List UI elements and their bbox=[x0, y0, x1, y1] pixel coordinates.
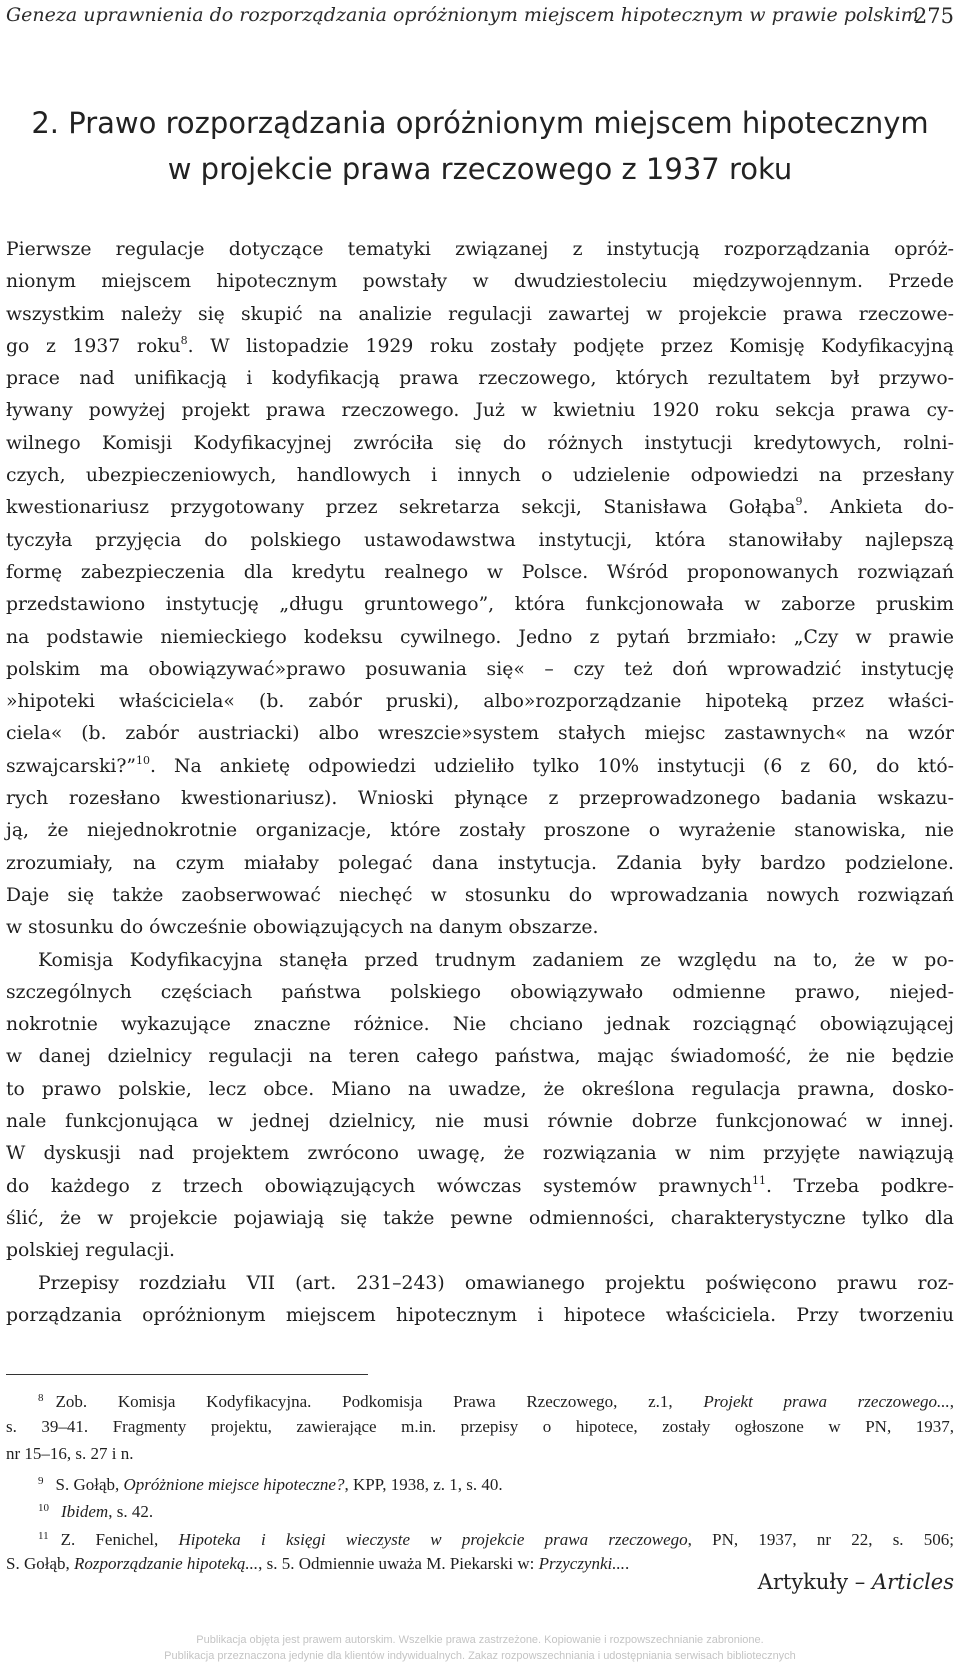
body-line: w danej dzielnicy regulacji na teren całego państwa, mając świadomość, że nie będzie bbox=[6, 1046, 954, 1068]
footnote-title: Ibidem bbox=[61, 1502, 109, 1521]
body-line: ślić, że w projekcie pojawiają się także pewne odmienności, charakterystyczne tylko dla bbox=[6, 1207, 954, 1229]
body-line: to prawo polskie, lecz obce. Miano na uwadze, że określona regulacja prawna, dosko- bbox=[6, 1078, 954, 1100]
footnote-ref-8[interactable]: 8 bbox=[180, 333, 188, 347]
body-line: polskiej regulacji. bbox=[6, 1240, 176, 1262]
body-line: na podstawie niemieckiego kodeksu cywilnego. Jedno z pytań brzmiało: „Czy w prawie bbox=[6, 626, 954, 648]
footnote-text: , KPP, 1938, z. 1, s. 40. bbox=[344, 1474, 503, 1494]
footnote-8 bbox=[6, 1385, 954, 1413]
section-title bbox=[0, 100, 960, 192]
body-text-run: . Na ankietę odpowiedzi udzieliło tylko 10% instytucji (6 z 60, do któ- bbox=[150, 755, 954, 777]
running-header bbox=[6, 4, 954, 30]
body-text-run: kwestionariusz przygotowany przez sekretarza sekcji, Stanisława Gołąba bbox=[6, 497, 796, 519]
footnote-ref-10[interactable]: 10 bbox=[136, 753, 151, 767]
body-text-run: go z 1937 roku bbox=[6, 335, 181, 357]
footnote-title: Przyczynki... bbox=[538, 1554, 625, 1573]
footnote-9 bbox=[6, 1468, 954, 1496]
footnote-title: Rozporządzanie hipoteką... bbox=[74, 1554, 259, 1573]
footnote-number: 9 bbox=[38, 1474, 44, 1487]
footnote-text: , s. 5. Odmiennie uważa M. Piekarski w: bbox=[258, 1554, 539, 1573]
page-number: 275 bbox=[913, 4, 954, 28]
body-line: nokrotnie wykazujące znaczne różnice. Nie chciano jednak rozciągnąć obowiązującej bbox=[6, 1014, 954, 1036]
footnote-10 bbox=[6, 1495, 954, 1523]
footnote-text: S. Gołąb, bbox=[6, 1554, 74, 1573]
body-text-run: do każdego z trzech obowiązujących wówczas systemów prawnych bbox=[6, 1175, 752, 1197]
body-text-run: szwajcarski?” bbox=[6, 755, 137, 777]
footnotes bbox=[6, 1385, 954, 1578]
body-line: nionym miejscem hipotecznym powstały w dwudziestoleciu międzywojennym. Przede bbox=[6, 271, 954, 293]
body-text-run: . W listopadzie 1929 roku zostały podjęte przez Komisję Kodyfikacyjną bbox=[187, 335, 954, 357]
footnote-ref-11[interactable]: 11 bbox=[751, 1173, 766, 1187]
copyright-line: Publikacja przeznaczona jedynie dla klientów indywidualnych. Zakaz rozpowszechniania i udostępniania serwisach bibliotecznych bbox=[164, 1650, 796, 1662]
section-title-line: 2. Prawo rozporządzania opróżnionym miejscem hipotecznym bbox=[31, 106, 929, 140]
footnote-number: 11 bbox=[38, 1529, 49, 1542]
section-title-line: w projekcie prawa rzeczowego z 1937 roku bbox=[167, 152, 793, 186]
body-text-run: . Ankieta do- bbox=[802, 497, 954, 519]
footnote-text: S. Gołąb, bbox=[55, 1474, 124, 1494]
body-line: szczególnych częściach państwa polskiego obowiązywało odmienne prawo, niejed- bbox=[6, 981, 954, 1003]
body-line: w stosunku do ówcześnie obowiązujących na danym obszarze. bbox=[6, 917, 599, 939]
section-tag-en: Articles bbox=[871, 1570, 954, 1594]
body-line: zrozumiały, na czym miałaby polegać dana instytucja. Zdania były bardzo podzielone. bbox=[6, 852, 954, 874]
body-line: rych rozesłano kwestionariusz). Wnioski płynące z przeprowadzonego badania wskazu- bbox=[6, 788, 954, 810]
body-line: tyczyła przyjęcia do polskiego ustawodawstwa instytucji, która stanowiłaby najlepszą bbox=[6, 529, 954, 551]
footnote-number: 8 bbox=[38, 1392, 44, 1404]
body-line: nale funkcjonująca w jednej dzielnicy, nie musi równie dobrze funkcjonować w innej. bbox=[6, 1111, 954, 1133]
body-text-run: . Trzeba podkre- bbox=[765, 1175, 954, 1197]
footnote-text: , s. 42. bbox=[108, 1502, 154, 1521]
body-line: wilnego Komisji Kodyfikacyjnej zwróciła się do różnych instytucji kredytowych, rolni- bbox=[6, 432, 954, 454]
body-line: Pierwsze regulacje dotyczące tematyki związanej z instytucją rozporządzania opróż- bbox=[6, 239, 954, 260]
footnote-number: 10 bbox=[38, 1502, 49, 1514]
body-line bbox=[6, 1171, 954, 1203]
copyright-notice bbox=[0, 1632, 960, 1664]
body-line: wszystkim należy się skupić na analizie regulacji zawartej w projekcie prawa rzeczowe- bbox=[6, 303, 954, 325]
footnote-text: Z. Fenichel, bbox=[60, 1529, 179, 1549]
running-title: Geneza uprawnienia do rozporządzania opróżnionym miejscem hipotecznym w prawie polskim bbox=[6, 4, 919, 26]
footnote-8-continued: nr 15–16, s. 27 i n. bbox=[6, 1444, 134, 1463]
body-line: ływany powyżej projekt prawa rzeczowego. Już w kwietniu 1920 roku sekcja prawa cy- bbox=[6, 400, 954, 422]
section-tag bbox=[758, 1570, 954, 1594]
footnote-8-continued: s. 39–41. Fragmenty projektu, zawierające m.in. przepisy o hipotece, zostały ogłoszone w PN, 1937, bbox=[6, 1416, 954, 1436]
body-line: ciela« (b. zabór austriacki) albo wreszcie»system stałych miejsc zastawnych« na wzór bbox=[6, 723, 954, 745]
footnote-text: . bbox=[625, 1554, 630, 1573]
body-line: Przepisy rozdziału VII (art. 231–243) omawianego projektu poświęcono prawu roz- bbox=[38, 1272, 954, 1294]
body-line: ją, że niejednokrotnie organizacje, które zostały proszone o wyrażenie stanowiska, nie bbox=[6, 820, 954, 842]
footnote-text: , bbox=[949, 1392, 954, 1411]
body-line: W dyskusji nad projektem zwrócono uwagę, że rozwiązania w nim przyjęte nawiązują bbox=[6, 1143, 954, 1165]
section-tag-pl: Artykuły – bbox=[757, 1570, 872, 1594]
body-line bbox=[6, 492, 954, 524]
footnote-text: , PN, 1937, nr 22, s. 506; bbox=[687, 1529, 955, 1549]
footnote-ref-9[interactable]: 9 bbox=[795, 495, 803, 509]
footnote-11 bbox=[6, 1523, 954, 1551]
body-text bbox=[6, 234, 954, 1332]
footnote-title: Opróżnione miejsce hipoteczne? bbox=[123, 1474, 345, 1494]
body-line: czych, ubezpieczeniowych, handlowych i innych o udzielenie odpowiedzi na przesłany bbox=[6, 465, 954, 487]
body-line: porządzania opróżnionym miejscem hipotecznym i hipotece właściciela. Przy tworzeniu bbox=[6, 1304, 954, 1326]
body-line: »hipoteki właściciela« (b. zabór pruski), albo»rozporządzanie hipoteką przez właści- bbox=[6, 691, 954, 713]
body-line: Komisja Kodyfikacyjna stanęła przed trudnym zadaniem ze względu na to, że w po- bbox=[38, 949, 954, 971]
body-line: przedstawiono instytucję „długu gruntowego”, która funkcjonowała w zaborze pruskim bbox=[6, 594, 954, 616]
body-line: formę zabezpieczenia dla kredytu realnego w Polsce. Wśród proponowanych rozwiązań bbox=[6, 561, 954, 583]
body-line: prace nad unifikacją i kodyfikacją prawa rzeczowego, których rezultatem był przywo- bbox=[6, 368, 954, 390]
body-line: Daje się także zaobserwować niechęć w stosunku do wprowadzania nowych rozwiązań bbox=[6, 884, 954, 906]
body-line bbox=[6, 331, 954, 363]
footnote-text: Zob. Komisja Kodyfikacyjna. Podkomisja Prawa Rzeczowego, z.1, bbox=[55, 1392, 704, 1411]
body-line: polskim ma obowiązywać»prawo posuwania się« – czy też doń wprowadzić instytucję bbox=[6, 658, 954, 680]
body-line bbox=[6, 751, 954, 783]
footnote-title: Projekt prawa rzeczowego... bbox=[703, 1392, 950, 1411]
footnote-title: Hipoteka i księgi wieczyste w projekcie prawa rzeczowego bbox=[178, 1529, 688, 1549]
copyright-line: Publikacja objęta jest prawem autorskim. Wszelkie prawa zastrzeżone. Kopiowanie i rozpowszechnianie zabronione. bbox=[196, 1634, 764, 1646]
footnote-separator bbox=[6, 1374, 368, 1375]
